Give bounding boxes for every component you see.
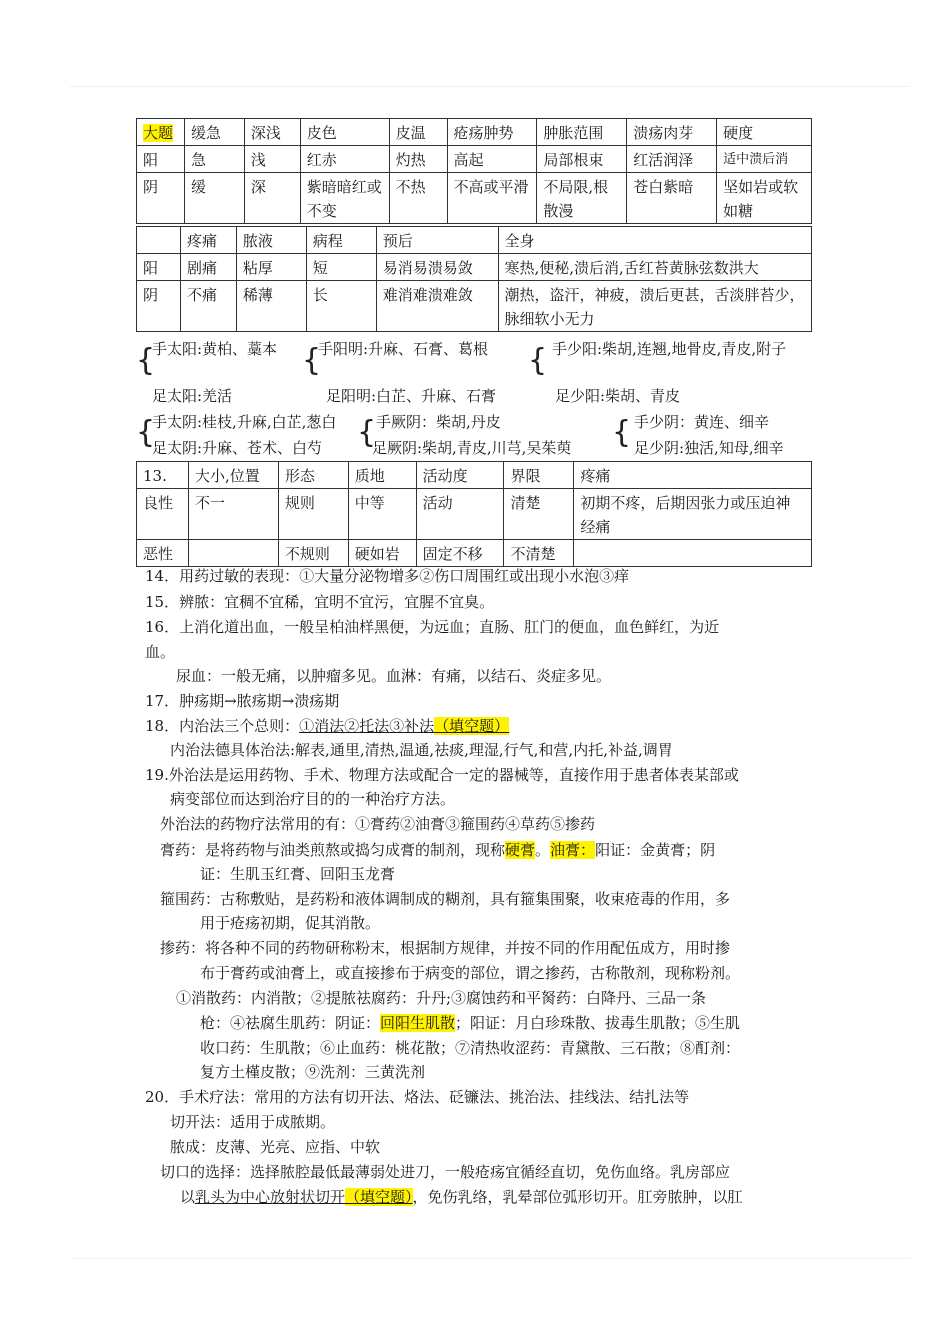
tumor-table — [136, 461, 812, 567]
table-cell: 阳 — [137, 254, 181, 281]
text-line: 布于膏药或油膏上，或直接掺布于病变的部位，谓之掺药，古称散剂，现称粉剂。 — [200, 964, 741, 982]
table-cell: 短 — [306, 254, 376, 281]
brace-icon: { — [136, 343, 156, 378]
table-row — [137, 227, 812, 254]
text-line: 切开法：适用于成脓期。 — [170, 1113, 336, 1131]
table-cell: 良性 — [137, 489, 189, 540]
table-cell: 浅 — [244, 146, 300, 173]
meridian-text: 手少阴：黄连、细辛 — [634, 413, 770, 431]
text-line: 用于疮疡初期，促其消散。 — [200, 914, 381, 932]
table-cell: 阴 — [137, 173, 185, 224]
highlighted-text: （填空题） — [345, 1188, 413, 1206]
text-line: 15．辨脓：宜稠不宜稀，宜明不宜污，宜腥不宜臭。 — [145, 593, 495, 611]
text-span: 阳证：金黄膏；阴 — [595, 841, 716, 859]
table-cell: 深 — [244, 173, 300, 224]
table-cell: 硬度 — [717, 119, 812, 146]
table-cell: 局部根束 — [537, 146, 627, 173]
yin-yang-table-2 — [136, 226, 812, 332]
text-span: 。 — [535, 841, 551, 859]
table-cell: 苍白紫暗 — [627, 173, 717, 224]
text-line: 收口药：生肌散；⑥止血药：桃花散；⑦清热收涩药：青黛散、三石散；⑧酊剂： — [200, 1039, 741, 1057]
table-cell: 急 — [184, 146, 244, 173]
text-span: 以 — [180, 1188, 196, 1206]
table-cell: 潮热，盗汗，神疲，溃后更甚，舌淡胖苔少，脉细软小无力 — [498, 281, 812, 332]
table-cell: 红活润泽 — [627, 146, 717, 173]
table-cell — [574, 540, 812, 567]
table-row — [137, 462, 812, 489]
table-cell: 溃疡肉芽 — [627, 119, 717, 146]
meridian-text: 足少阳:柴胡、青皮 — [555, 387, 681, 405]
table-cell: 皮色 — [300, 119, 389, 146]
table-cell: 粘厚 — [236, 254, 306, 281]
table-cell: 不痛 — [180, 281, 236, 332]
table-cell: 稀薄 — [236, 281, 306, 332]
table-cell: 疮疡肿势 — [447, 119, 537, 146]
highlighted-text: 硬膏 — [505, 841, 536, 859]
text-line: 箍围药：古称敷贴，是药粉和液体调制成的糊剂，具有箍集围聚，收束疮毒的作用，多 — [160, 890, 731, 908]
table-cell: 阴 — [137, 281, 181, 332]
text-span: 枪：④祛腐生肌药：阴证： — [200, 1014, 381, 1032]
underlined-text: ①消法②托法③补法 — [299, 717, 435, 735]
table-row — [137, 119, 812, 146]
table-cell: 固定不移 — [416, 540, 504, 567]
text-line: 血。 — [145, 643, 176, 661]
table-cell: 不高或平滑 — [447, 173, 537, 224]
table-cell: 难消难溃难敛 — [376, 281, 498, 332]
text-line: 切口的选择：选择脓腔最低最薄弱处进刀，一般疮疡宜循经直切，免伤血络。乳房部应 — [160, 1163, 731, 1181]
table-cell: 不热 — [389, 173, 447, 224]
table-cell: 易消易溃易敛 — [376, 254, 498, 281]
text-line: 19.外治法是运用药物、手术、物理方法或配合一定的器械等，直接作用于患者体表某部或 — [145, 766, 739, 784]
table-cell: 全身 — [498, 227, 812, 254]
table-cell: 深浅 — [244, 119, 300, 146]
table-cell: 界限 — [504, 462, 574, 489]
table-cell: 缓 — [184, 173, 244, 224]
text-line: 脓成：皮薄、光亮、应指、中软 — [170, 1138, 381, 1156]
table-cell: 长 — [306, 281, 376, 332]
table-cell: 皮温 — [389, 119, 447, 146]
table-cell: 形态 — [278, 462, 348, 489]
table-cell: 阳 — [137, 146, 185, 173]
brace-icon: { — [612, 415, 632, 450]
table-cell: 不局限,根散漫 — [537, 173, 627, 224]
bottom-divider — [70, 1258, 910, 1259]
text-line — [180, 1185, 743, 1209]
table-cell: 硬如岩 — [348, 540, 416, 567]
meridian-text: 手少阳:柴胡,连翘,地骨皮,青皮,附子 — [552, 340, 787, 358]
table-cell: 大小,位置 — [188, 462, 278, 489]
table-row — [137, 281, 812, 332]
text-span: 18．内治法三个总则： — [145, 717, 300, 735]
table-cell: 脓液 — [236, 227, 306, 254]
table-row — [137, 173, 812, 224]
text-line: 尿血：一般无痛，以肿瘤多见。血淋：有痛，以结石、炎症多见。 — [176, 667, 612, 685]
table-cell: 13. — [137, 462, 189, 489]
table-cell: 活动度 — [416, 462, 504, 489]
table-cell — [188, 540, 278, 567]
meridian-text: 手太阴:桂枝,升麻,白芷,葱白 — [152, 413, 337, 431]
table-cell: 寒热,便秘,溃后消,舌红苔黄脉弦数洪大 — [498, 254, 812, 281]
text-line: 内治法德具体治法:解表,通里,清热,温通,祛痰,理湿,行气,和营,内托,补益,调胃 — [170, 741, 673, 759]
text-line: ①消散药：内消散；②提脓祛腐药：升丹;③腐蚀药和平胬药：白降丹、三品一条 — [176, 989, 707, 1007]
text-span: ，免伤乳络，乳晕部位弧形切开。肛旁脓肿，以肛 — [412, 1188, 743, 1206]
table-row — [137, 254, 812, 281]
table-cell: 不清楚 — [504, 540, 574, 567]
table-cell: 中等 — [348, 489, 416, 540]
text-line — [160, 838, 715, 862]
text-line: 16．上消化道出血，一般呈柏油样黑便，为远血；直肠、肛门的便血，血色鲜红，为近 — [145, 618, 720, 636]
table-cell: 预后 — [376, 227, 498, 254]
text-line: 掺药：将各种不同的药物研称粉末，根据制方规律，并按不同的作用配伍成方，用时掺 — [160, 939, 731, 957]
highlighted-text: 油膏： — [550, 841, 596, 859]
table-cell: 初期不疼，后期因张力或压迫神经痛 — [574, 489, 812, 540]
brace-icon: { — [528, 343, 548, 378]
text-line: 复方土槿皮散；⑨洗剂：三黄洗剂 — [200, 1063, 426, 1081]
meridian-text: 手阳明:升麻、石膏、葛根 — [318, 340, 489, 358]
table-cell: 活动 — [416, 489, 504, 540]
table-cell: 适中溃后消 — [717, 146, 812, 173]
table-cell: 高起 — [447, 146, 537, 173]
text-line: 17．肿疡期→脓疡期→溃疡期 — [145, 692, 340, 710]
table-cell: 红赤 — [300, 146, 389, 173]
table-cell: 紫暗暗红或不变 — [300, 173, 389, 224]
text-line: 外治法的药物疗法常用的有：①膏药②油膏③箍围药④草药⑤掺药 — [160, 815, 596, 833]
meridian-text: 足少阴:独活,知母,细辛 — [634, 439, 784, 457]
meridian-text: 手太阳:黄柏、藁本 — [152, 340, 278, 358]
table-row — [137, 540, 812, 567]
text-line: 证：生肌玉红膏、回阳玉龙膏 — [200, 865, 396, 883]
text-span: 膏药：是将药物与油类煎熬或捣匀成膏的制剂，现称 — [160, 841, 506, 859]
text-line: 14．用药过敏的表现：①大量分泌物增多②伤口周围红或出现小水泡③痒 — [145, 567, 630, 585]
table-cell: 缓急 — [184, 119, 244, 146]
brace-icon: { — [357, 415, 377, 450]
meridian-text: 足太阴:升麻、苍术、白芍 — [152, 439, 323, 457]
table-cell: 规则 — [278, 489, 348, 540]
table-cell: 灼热 — [389, 146, 447, 173]
meridian-text: 足太阳:羌活 — [152, 387, 233, 405]
brace-icon: { — [302, 343, 322, 378]
highlighted-text: 回阳生肌散 — [380, 1014, 456, 1032]
table-cell: 恶性 — [137, 540, 189, 567]
highlighted-text: （填空题） — [434, 717, 510, 735]
yin-yang-table-1 — [136, 118, 812, 224]
meridian-text: 手厥阴：柴胡,丹皮 — [376, 413, 501, 431]
table-cell: 质地 — [348, 462, 416, 489]
text-line: 病变部位而达到治疗目的的一种治疗方法。 — [170, 790, 456, 808]
table-cell: 剧痛 — [180, 254, 236, 281]
table-cell: 疼痛 — [180, 227, 236, 254]
meridian-text: 足厥阴:柴胡,青皮,川芎,吴茱萸 — [372, 439, 572, 457]
text-line — [200, 1011, 740, 1035]
table-row — [137, 146, 812, 173]
table-cell: 坚如岩或软如糖 — [717, 173, 812, 224]
text-line: 20．手术疗法：常用的方法有切开法、烙法、砭镰法、挑治法、挂线法、结扎法等 — [145, 1088, 690, 1106]
table-cell: 大题 — [143, 124, 174, 142]
table-cell: 不一 — [188, 489, 278, 540]
table-row — [137, 489, 812, 540]
table-cell: 疼痛 — [574, 462, 812, 489]
table-cell: 不规则 — [278, 540, 348, 567]
underlined-text: 乳头为中心放射状切开 — [195, 1188, 346, 1206]
table-cell: 病程 — [306, 227, 376, 254]
meridian-text: 足阳明:白芷、升麻、石膏 — [326, 387, 497, 405]
table-cell — [137, 227, 181, 254]
text-span: ；阳证：月白珍珠散、拔毒生肌散；⑤生肌 — [455, 1014, 741, 1032]
table-cell: 肿胀范围 — [537, 119, 627, 146]
text-line — [145, 714, 509, 738]
table-cell: 清楚 — [504, 489, 574, 540]
top-divider — [70, 86, 910, 87]
brace-icon: { — [136, 415, 156, 450]
